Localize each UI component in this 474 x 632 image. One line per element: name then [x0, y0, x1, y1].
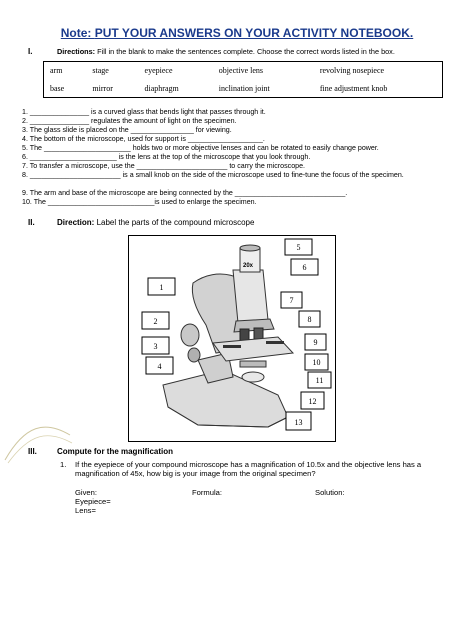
word-cell: objective lens	[218, 66, 264, 76]
fill-item: 8. _______________________ is a small knob on the side of the microscope used to fine-tune the focus of the specimen.	[22, 171, 404, 179]
microscope-diagram	[128, 235, 336, 442]
word-box-row	[44, 62, 443, 80]
coarse-adjustment-knob	[181, 324, 199, 346]
question-text: If the eyepiece of your compound microscope has a magnification of 10.5x and the objective lens has a magnification of 45x, how big is your image from the original specimen?	[75, 460, 422, 479]
section-1-direction-text: Fill in the blank to make the sentences complete. Choose the correct words listed in the box.	[95, 47, 395, 56]
microscope-diaphragm	[240, 361, 266, 367]
microscope-mirror	[242, 372, 264, 382]
objective-lens	[254, 328, 263, 339]
fill-item: 9. The arm and base of the microscope are being connected by the ____________________________.	[22, 189, 348, 197]
section-3-numeral: III.	[28, 447, 37, 456]
label-number: 13	[294, 418, 303, 427]
lens-given: Lens=	[75, 506, 96, 515]
eyepiece-label: 20x	[243, 263, 254, 269]
fill-item: 6. ______________________ is the lens at the top of the microscope that you look through.	[22, 153, 311, 161]
label-number: 12	[308, 397, 317, 406]
label-number: 6	[302, 263, 307, 272]
word-cell: mirror	[92, 83, 113, 93]
fill-item: 3. The glass slide is placed on the ________________ for viewing.	[22, 126, 232, 134]
given-label: Given:	[75, 488, 97, 497]
formula-label: Formula:	[192, 488, 222, 497]
label-number: 3	[153, 342, 158, 351]
question-number: 1.	[60, 460, 67, 469]
stage-clip	[223, 345, 241, 348]
section-2-direction-label: Direction:	[57, 218, 95, 227]
fill-item: 2. _______________ regulates the amount of light on the specimen.	[22, 117, 237, 125]
label-number: 8	[307, 315, 312, 324]
section-2-direction	[57, 218, 254, 227]
word-cell: revolving nosepiece	[319, 66, 385, 76]
word-cell: eyepiece	[144, 66, 173, 76]
fill-item: 10. The ___________________________is used to enlarge the specimen.	[22, 198, 257, 206]
label-number: 5	[296, 243, 301, 252]
solution-label: Solution:	[315, 488, 345, 497]
section-1-numeral: I.	[28, 47, 33, 56]
microscope-body-tube	[233, 270, 268, 323]
label-number: 7	[289, 296, 294, 305]
eyepiece-given: Eyepiece=	[75, 497, 111, 506]
label-number: 4	[157, 362, 162, 371]
word-cell: base	[50, 83, 65, 93]
section-2-direction-text: Label the parts of the compound microscope	[94, 218, 255, 227]
label-number: 1	[159, 283, 164, 292]
label-number: 2	[153, 317, 158, 326]
word-box	[43, 61, 443, 98]
section-1-directions	[57, 47, 395, 56]
section-3-title: Compute for the magnification	[57, 447, 173, 456]
note-text: PUT YOUR ANSWERS ON YOUR ACTIVITY NOTEBOOK.	[94, 26, 414, 40]
word-cell: stage	[92, 66, 109, 76]
note-prefix: Note:	[60, 26, 95, 40]
section-2-numeral: II.	[28, 218, 35, 227]
fill-item: 1. _______________ is a curved glass that bends light that passes through it.	[22, 108, 266, 116]
section-1-direction-label: Directions:	[57, 47, 96, 56]
word-cell: diaphragm	[144, 83, 179, 93]
note-title	[0, 26, 474, 40]
label-number: 11	[315, 376, 324, 385]
fine-adjustment-knob	[188, 348, 200, 362]
fill-item: 7. To transfer a microscope, use the _______________________ to carry the microscope.	[22, 162, 306, 170]
fill-item: 5. The ______________________ holds two or more objective lenses and can be rotated to easily change power.	[22, 144, 379, 152]
word-cell: inclination joint	[218, 83, 270, 93]
label-number: 10	[312, 358, 321, 367]
word-box-row	[44, 80, 443, 98]
fill-item: 4. The bottom of the microscope, used for support is ___________________.	[22, 135, 265, 143]
word-cell: arm	[50, 66, 63, 76]
stage-clip	[266, 341, 284, 344]
word-cell: fine adjustment knob	[319, 83, 388, 93]
label-number: 9	[313, 338, 318, 347]
